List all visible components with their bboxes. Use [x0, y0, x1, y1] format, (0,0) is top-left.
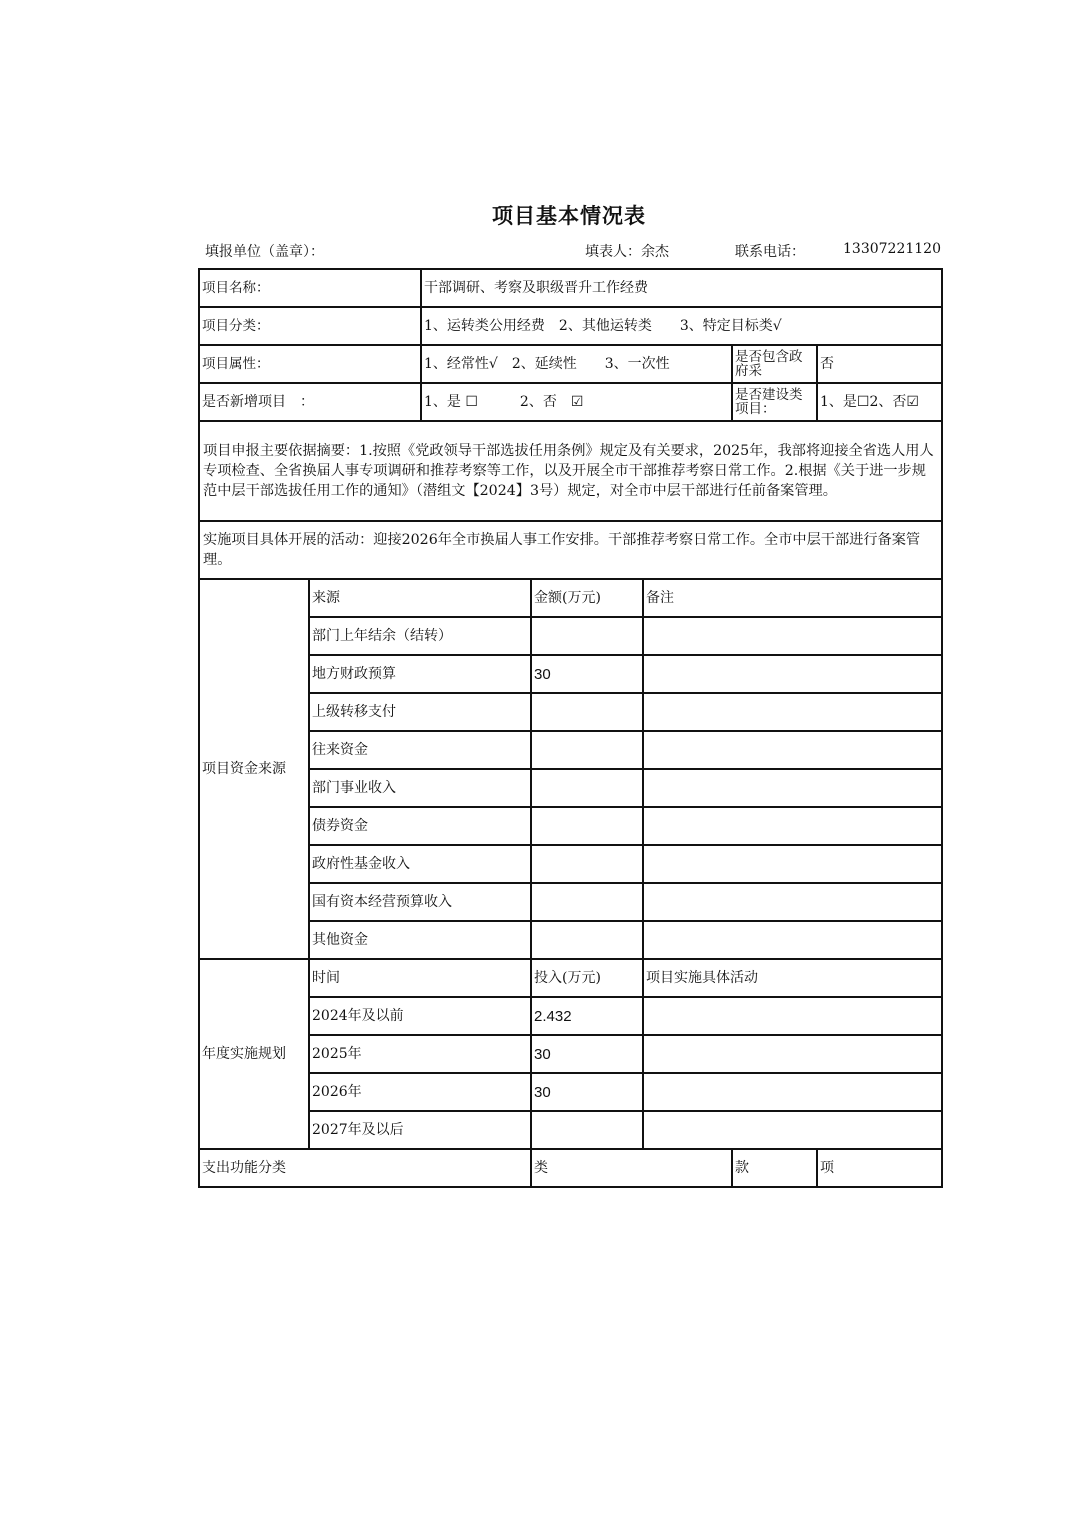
project-name-label: 项目名称： [199, 269, 421, 307]
funding-header-source: 来源 [309, 579, 531, 617]
funding-amount [531, 731, 643, 769]
expense-label: 支出功能分类 [199, 1149, 531, 1187]
activities-row [199, 521, 942, 579]
unit-label: 填报单位（盖章）： [205, 244, 324, 260]
project-name-value: 干部调研、考察及职级晋升工作经费 [421, 269, 942, 307]
table-row [199, 769, 942, 807]
table-row [199, 731, 942, 769]
funding-note [643, 617, 942, 655]
plan-amount: 30 [531, 1073, 643, 1111]
table-row [199, 617, 942, 655]
plan-header-activity: 项目实施具体活动 [643, 959, 942, 997]
funding-note [643, 807, 942, 845]
funding-amount [531, 617, 643, 655]
new-project-row [199, 383, 942, 421]
expense-item: 项 [817, 1149, 942, 1187]
funding-header-amount: 金额(万元) [531, 579, 643, 617]
funding-source: 债券资金 [309, 807, 531, 845]
table-row [199, 921, 942, 959]
funding-amount [531, 769, 643, 807]
declaration-basis-text: 项目申报主要依据摘要：1.按照《党政领导干部选拔任用条例》规定及有关要求，2025年，我部将迎接全省选人用人专项检查、全省换届人事专项调研和推荐考察等工作，以及开展全市干部推荐考察日常工作。2.根据《关于进一步规范中层干部选拔任用工作的通知》（潜组文【2024】3号）规定，对全市中层干部进行任前备案管理。 [199, 421, 942, 521]
project-category-row [199, 307, 942, 345]
plan-group-label: 年度实施规划 [199, 959, 309, 1149]
funding-header-row [199, 579, 942, 617]
new-project-value: 1、是 ☐ 2、否 ☑ [421, 383, 732, 421]
plan-header-amount: 投入(万元) [531, 959, 643, 997]
gov-procurement-label: 是否包含政府采 [732, 345, 817, 383]
plan-activity [643, 997, 942, 1035]
funding-note [643, 845, 942, 883]
filler-label: 填表人：余杰 [585, 244, 669, 260]
phone-label: 联系电话： [735, 244, 805, 260]
plan-header-row [199, 959, 942, 997]
new-project-label: 是否新增项目 ： [199, 383, 421, 421]
project-attribute-row [199, 345, 942, 383]
funding-amount [531, 807, 643, 845]
project-category-value: 1、运转类公用经费 2、其他运转类 3、特定目标类√ [421, 307, 942, 345]
funding-source: 政府性基金收入 [309, 845, 531, 883]
table-row [199, 997, 942, 1035]
plan-period: 2025年 [309, 1035, 531, 1073]
funding-source: 国有资本经营预算收入 [309, 883, 531, 921]
table-row [199, 693, 942, 731]
basis-row [199, 421, 942, 521]
project-name-row [199, 269, 942, 307]
plan-activity [643, 1035, 942, 1073]
funding-note [643, 655, 942, 693]
funding-source: 上级转移支付 [309, 693, 531, 731]
document-title: 项目基本情况表 [492, 204, 646, 228]
funding-source: 部门上年结余（结转） [309, 617, 531, 655]
funding-note [643, 921, 942, 959]
expense-section: 款 [732, 1149, 817, 1187]
funding-amount: 30 [531, 655, 643, 693]
project-attribute-value: 1、经常性√ 2、延续性 3、一次性 [421, 345, 732, 383]
funding-amount [531, 883, 643, 921]
funding-note [643, 883, 942, 921]
funding-amount [531, 921, 643, 959]
implementation-activities-text: 实施项目具体开展的活动：迎接2026年全市换届人事工作安排。干部推荐考察日常工作。全市中层干部进行备案管理。 [199, 521, 942, 579]
funding-note [643, 769, 942, 807]
funding-amount [531, 693, 643, 731]
funding-note [643, 693, 942, 731]
plan-activity [643, 1111, 942, 1149]
expense-row [199, 1149, 942, 1187]
phone-value: 13307221120 [843, 241, 941, 257]
plan-amount: 2.432 [531, 997, 643, 1035]
construction-project-label: 是否建设类项目： [732, 383, 817, 421]
table-row [199, 1073, 942, 1111]
project-category-label: 项目分类： [199, 307, 421, 345]
funding-source: 部门事业收入 [309, 769, 531, 807]
plan-period: 2026年 [309, 1073, 531, 1111]
table-row [199, 1111, 942, 1149]
plan-period: 2027年及以后 [309, 1111, 531, 1149]
funding-header-note: 备注 [643, 579, 942, 617]
project-info-table [198, 268, 941, 1188]
plan-amount [531, 1111, 643, 1149]
plan-amount: 30 [531, 1035, 643, 1073]
funding-source: 其他资金 [309, 921, 531, 959]
funding-source: 往来资金 [309, 731, 531, 769]
plan-activity [643, 1073, 942, 1111]
plan-period: 2024年及以前 [309, 997, 531, 1035]
funding-source: 地方财政预算 [309, 655, 531, 693]
funding-note [643, 731, 942, 769]
table-row [199, 1035, 942, 1073]
expense-class: 类 [531, 1149, 732, 1187]
table-row [199, 807, 942, 845]
funding-amount [531, 845, 643, 883]
plan-header-period: 时间 [309, 959, 531, 997]
table-row [199, 845, 942, 883]
gov-procurement-value: 否 [817, 345, 942, 383]
table-row [199, 883, 942, 921]
funding-group-label: 项目资金来源 [199, 579, 309, 959]
table-row [199, 655, 942, 693]
project-attribute-label: 项目属性： [199, 345, 421, 383]
construction-project-value: 1、是☐2、否☑ [817, 383, 942, 421]
